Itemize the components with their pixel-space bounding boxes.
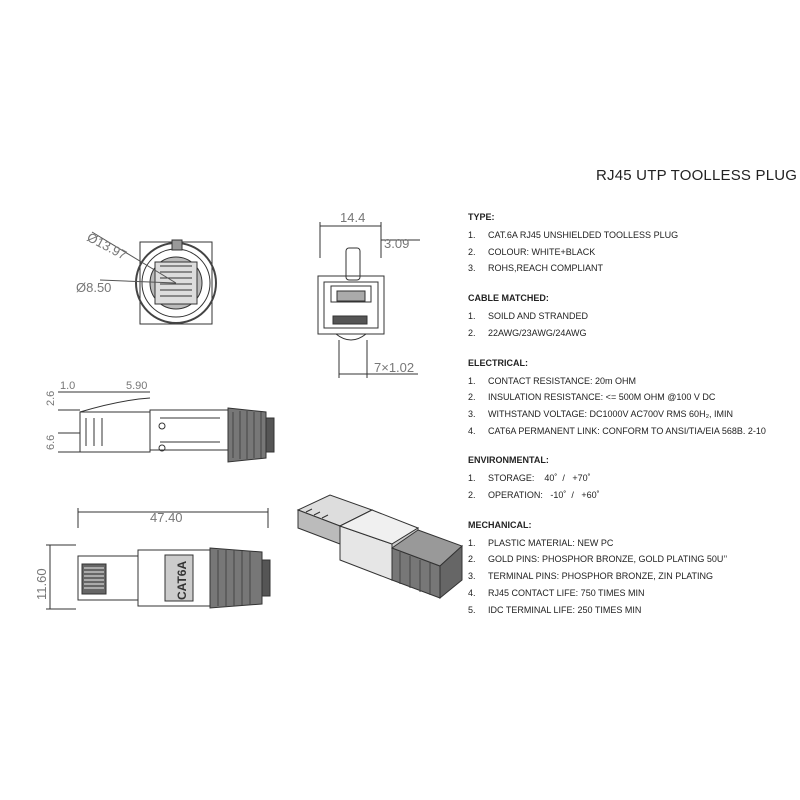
section-heading: MECHANICAL: xyxy=(468,519,532,530)
item-number: 3. xyxy=(468,571,476,582)
item-text: IDC TERMINAL LIFE: 250 TIMES MIN xyxy=(488,604,642,615)
item-text: CONTACT RESISTANCE: 20m OHM xyxy=(488,375,637,386)
item-number: 3. xyxy=(468,408,476,419)
dim-side-d: 6.6 xyxy=(45,434,57,450)
item-text: 22AWG/23AWG/24AWG xyxy=(488,327,587,338)
item-text: WITHSTAND VOLTAGE: DC1000V AC700V RMS 60H₂, IMIN xyxy=(488,408,734,419)
section-heading: ELECTRICAL: xyxy=(468,357,528,368)
item-number: 2. xyxy=(468,327,476,338)
dim-side-a: 1.0 xyxy=(60,380,76,392)
dim-outer-diameter: Ø13.97 xyxy=(84,229,130,263)
item-text: GOLD PINS: PHOSPHOR BRONZE, GOLD PLATING 50U’’ xyxy=(488,554,728,565)
side-view-drawing xyxy=(58,392,274,462)
item-number: 1. xyxy=(468,473,476,484)
item-text: TERMINAL PINS: PHOSPHOR BRONZE, ZIN PLATING xyxy=(488,571,714,582)
item-text: INSULATION RESISTANCE: <= 500M OHM @100 V DC xyxy=(488,392,716,403)
item-number: 3. xyxy=(468,263,476,274)
dim-side-c: 2.6 xyxy=(45,390,57,406)
item-number: 2. xyxy=(468,392,476,403)
section-heading: TYPE: xyxy=(468,212,495,222)
item-number: 2. xyxy=(468,490,476,501)
section-heading: CABLE MATCHED: xyxy=(468,293,549,304)
item-text: STORAGE: 40˚ / +70˚ xyxy=(488,473,591,484)
item-text: PLASTIC MATERIAL: NEW PC xyxy=(488,537,614,548)
isometric-view-drawing xyxy=(298,495,462,598)
section-heading: ENVIRONMENTAL: xyxy=(468,455,549,466)
dim-width-top: 14.4 xyxy=(340,210,366,225)
item-number: 4. xyxy=(468,587,476,598)
item-number: 2. xyxy=(468,554,476,565)
boot-label: CAT6A xyxy=(175,560,189,600)
dim-inner-diameter: Ø8.50 xyxy=(76,280,112,295)
dim-pitch: 7×1.02 xyxy=(374,360,415,375)
item-number: 1. xyxy=(468,537,476,548)
dim-offset-top: 3.09 xyxy=(384,236,410,251)
item-text: OPERATION: -10˚ / +60˚ xyxy=(488,490,600,501)
item-text: CAT.6A RJ45 UNSHIELDED TOOLLESS PLUG xyxy=(488,230,679,240)
item-text: SOILD AND STRANDED xyxy=(488,311,589,322)
item-number: 5. xyxy=(468,604,476,615)
dim-height: 11.60 xyxy=(34,568,49,600)
item-text: COLOUR: WHITE+BLACK xyxy=(488,246,596,257)
item-number: 2. xyxy=(468,246,476,257)
page-title: RJ45 UTP TOOLLESS PLUG xyxy=(596,167,798,184)
item-number: 1. xyxy=(468,311,476,322)
dim-length: 47.40 xyxy=(150,510,183,525)
item-number: 1. xyxy=(468,230,476,240)
item-text: CAT6A PERMANENT LINK: CONFORM TO ANSI/TIA/EIA 568B. 2-10 xyxy=(488,425,766,436)
item-number: 4. xyxy=(468,425,476,436)
item-number: 1. xyxy=(468,375,476,386)
item-text: ROHS,REACH COMPLIANT xyxy=(488,263,604,274)
dim-side-b: 5.90 xyxy=(126,380,148,392)
item-text: RJ45 CONTACT LIFE: 750 TIMES MIN xyxy=(488,587,645,598)
